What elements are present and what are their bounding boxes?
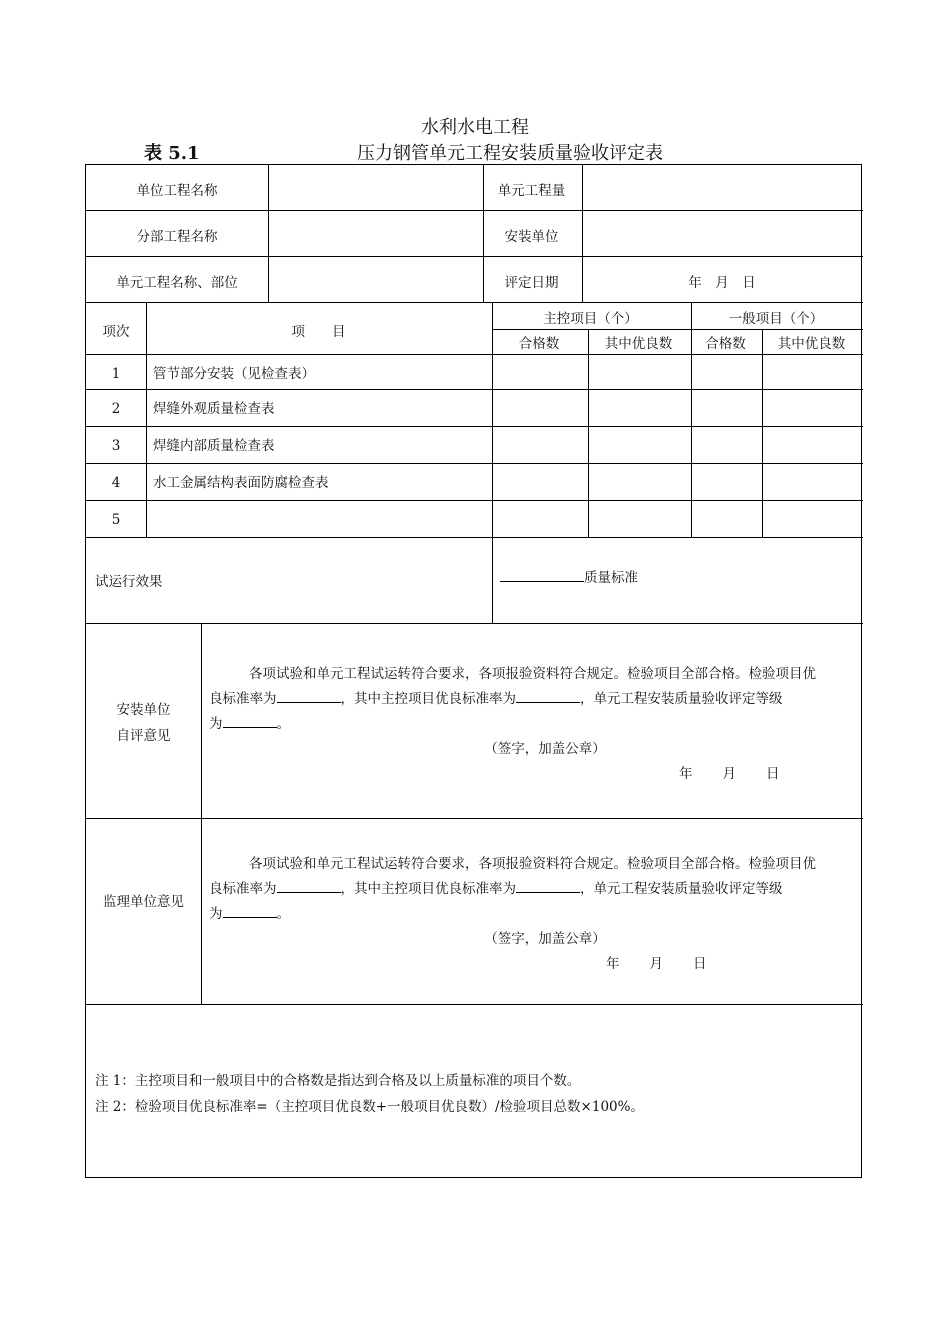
supervisor-text-3a: 为 xyxy=(209,906,223,922)
item-seq: 3 xyxy=(111,438,121,454)
supervisor-text-1: 各项试验和单元工程试运转符合要求，各项报验资料符合规定。检验项目全部合格。检验项目优 xyxy=(249,856,816,872)
trial-standard xyxy=(500,567,638,588)
header-general-pass: 合格数 xyxy=(705,336,746,352)
header-main-group: 主控项目（个） xyxy=(543,311,638,327)
header-main-excellent: 其中优良数 xyxy=(604,336,673,352)
item-name: 焊缝内部质量检查表 xyxy=(153,438,275,454)
note-2: 注 2：检验项目优良标准率=（主控项目优良数+一般项目优良数）/检验项目总数×100%。 xyxy=(95,1099,644,1115)
row-divider xyxy=(86,463,863,464)
trial-label: 试运行效果 xyxy=(95,574,163,590)
supervisor-text-2c: ，单元工程安装质量验收评定等级 xyxy=(580,881,783,897)
col-divider xyxy=(268,165,269,302)
trial-standard-text: 质量标准 xyxy=(584,570,638,586)
item-seq: 5 xyxy=(111,512,121,528)
self-eval-text-1: 各项试验和单元工程试运转符合要求，各项报验资料符合规定。检验项目全部合格。检验项目优 xyxy=(249,666,816,682)
row-divider xyxy=(86,623,863,624)
grade-blank[interactable] xyxy=(223,903,277,918)
row-divider xyxy=(492,329,863,330)
item-seq: 2 xyxy=(111,401,121,417)
row-divider xyxy=(86,500,863,501)
supervisor-text-3b: 。 xyxy=(276,906,290,922)
self-eval-text-3a: 为 xyxy=(209,716,223,732)
col-divider xyxy=(201,623,202,1004)
header-main-pass: 合格数 xyxy=(518,336,560,352)
excellent-rate-blank[interactable] xyxy=(277,688,341,703)
sub-project-label: 分部工程名称 xyxy=(136,229,218,245)
item-seq: 4 xyxy=(111,475,121,491)
row-divider xyxy=(86,426,863,427)
supervisor-sign: （签字，加盖公章） xyxy=(484,931,606,947)
supervisor-text xyxy=(209,852,859,927)
row-divider xyxy=(86,818,863,819)
eval-date-value[interactable]: 年 月 日 xyxy=(688,275,756,291)
col-divider xyxy=(762,329,763,537)
self-eval-text-3b: 。 xyxy=(276,716,290,732)
self-eval-text-2a: 良标准率为 xyxy=(209,691,277,707)
self-eval-text-2b: ，其中主控项目优良标准率为 xyxy=(340,691,516,707)
supervisor-text-2b: ，其中主控项目优良标准率为 xyxy=(340,881,516,897)
grade-blank[interactable] xyxy=(223,713,277,728)
item-name: 水工金属结构表面防腐检查表 xyxy=(153,475,329,491)
self-eval-label-1: 安装单位 xyxy=(116,702,171,718)
row-divider xyxy=(86,302,863,303)
table-number: 表 5.1 xyxy=(144,143,200,164)
eval-date-label: 评定日期 xyxy=(504,275,559,291)
row-divider xyxy=(86,354,863,355)
title-line1: 水利水电工程 xyxy=(421,117,529,138)
main-excellent-rate-blank[interactable] xyxy=(516,878,580,893)
header-general-excellent: 其中优良数 xyxy=(777,336,846,352)
col-divider xyxy=(588,329,589,537)
install-unit-label: 安装单位 xyxy=(504,229,559,245)
unit-project-label: 单位工程名称 xyxy=(136,183,218,199)
unit-quantity-label: 单元工程量 xyxy=(497,183,566,199)
form-title: 压力钢管单元工程安装质量验收评定表 xyxy=(357,143,663,164)
self-eval-label-2: 自评意见 xyxy=(116,728,171,744)
supervisor-date[interactable]: 年 月 日 xyxy=(606,956,708,972)
row-divider xyxy=(86,1004,863,1005)
item-name: 焊缝外观质量检查表 xyxy=(153,401,275,417)
trial-standard-blank[interactable] xyxy=(500,567,584,582)
row-divider xyxy=(86,256,863,257)
self-eval-text-2c: ，单元工程安装质量验收评定等级 xyxy=(580,691,783,707)
item-name: 管节部分安装（见检查表） xyxy=(153,366,315,382)
excellent-rate-blank[interactable] xyxy=(277,878,341,893)
item-seq: 1 xyxy=(111,366,121,382)
self-eval-sign: （签字，加盖公章） xyxy=(484,741,606,757)
note-1: 注 1：主控项目和一般项目中的合格数是指达到合格及以上质量标准的项目个数。 xyxy=(95,1073,581,1089)
header-item: 项 目 xyxy=(291,324,346,340)
row-divider xyxy=(86,389,863,390)
self-eval-text xyxy=(209,662,859,737)
header-general-group: 一般项目（个） xyxy=(728,311,824,327)
supervisor-label: 监理单位意见 xyxy=(103,894,184,910)
header-seq: 项次 xyxy=(102,324,130,340)
row-divider xyxy=(86,210,863,211)
main-excellent-rate-blank[interactable] xyxy=(516,688,580,703)
supervisor-text-2a: 良标准率为 xyxy=(209,881,277,897)
unit-name-label: 单元工程名称、部位 xyxy=(116,275,238,291)
row-divider xyxy=(86,537,863,538)
self-eval-date[interactable]: 年 月 日 xyxy=(679,766,781,782)
